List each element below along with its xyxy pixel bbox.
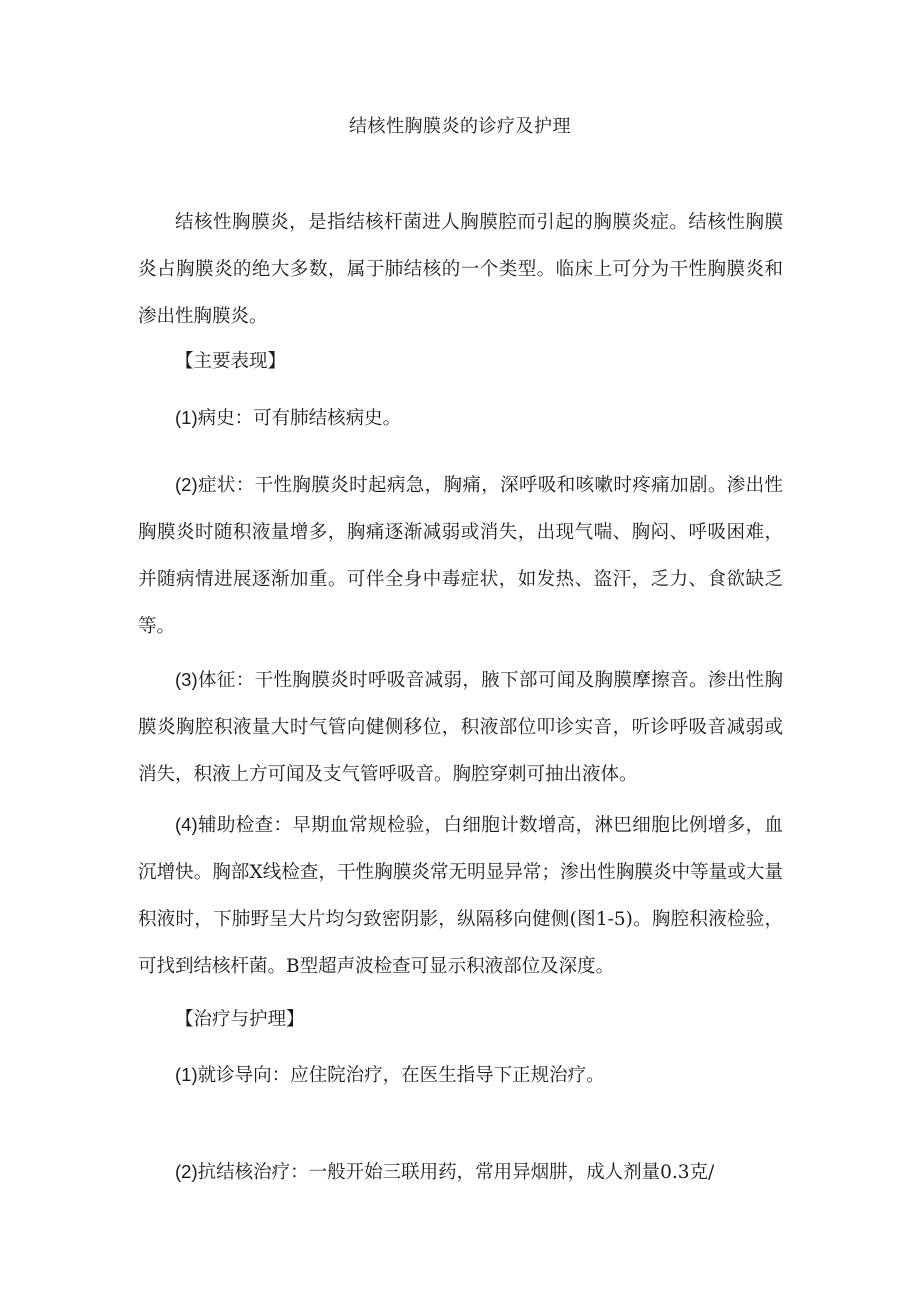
treatment-item-antitb	[138, 1148, 783, 1196]
intro-paragraph: 结核性胸膜炎，是指结核杆菌进人胸膜腔而引起的胸膜炎症。结核性胸膜炎占胸膜炎的绝大多数，属于肺结核的一个类型。临床上可分为干性胸膜炎和渗出性胸膜炎。	[138, 212, 783, 327]
section-heading-treatment: 【治疗与护理】	[175, 1009, 305, 1030]
item-text: 症状：干性胸膜炎时起病急，胸痛，深呼吸和咳嗽时疼痛加剧。渗出性胸膜炎时随积液量增多，胸痛逐渐减弱或消失，出现气喘、胸闷、呼吸困难，并随病情进展逐渐加重。可伴全身中毒症状，如发热、盗汗，乏力、食欲缺乏等。	[138, 475, 783, 637]
symptom-item-history	[138, 394, 783, 442]
item-number: (4)	[175, 814, 198, 835]
item-number: (2)	[175, 474, 198, 495]
section-heading-main-symptoms: 【主要表现】	[175, 351, 287, 372]
symptom-item-signs	[138, 656, 783, 798]
item-number: (1)	[175, 1064, 198, 1085]
treatment-item-guidance	[138, 1051, 783, 1099]
item-text: 就诊导向：应住院治疗，在医生指导下正规治疗。	[197, 1065, 605, 1086]
item-number: (3)	[175, 669, 198, 690]
item-text: 辅助检查：早期血常规检验，白细胞计数增高，淋巴细胞比例增多，血沉增快。胸部X线检查，干性胸膜炎常无明显异常；渗出性胸膜炎中等量或大量积液时，下肺野呈大片均匀致密阴影，纵隔移向健侧(图1-5)。胸腔积液检验，可找到结核杆菌。B型超声波检查可显示积液部位及深度。	[138, 815, 783, 977]
item-number: (1)	[175, 407, 198, 428]
symptom-item-symptoms	[138, 461, 783, 650]
item-text: 抗结核治疗：一般开始三联用药，常用异烟肼，成人剂量0.3克/	[197, 1162, 715, 1183]
item-number: (2)	[175, 1161, 198, 1182]
item-text: 体征：干性胸膜炎时呼吸音减弱，腋下部可闻及胸膜摩擦音。渗出性胸膜炎胸腔积液量大时气管向健侧移位，积液部位叩诊实音，听诊呼吸音减弱或消失，积液上方可闻及支气管呼吸音。胸腔穿刺可抽出液体。	[138, 670, 783, 785]
document-title: 结核性胸膜炎的诊疗及护理	[349, 116, 571, 137]
item-text: 病史：可有肺结核病史。	[197, 408, 402, 429]
symptom-item-exams	[138, 801, 783, 990]
